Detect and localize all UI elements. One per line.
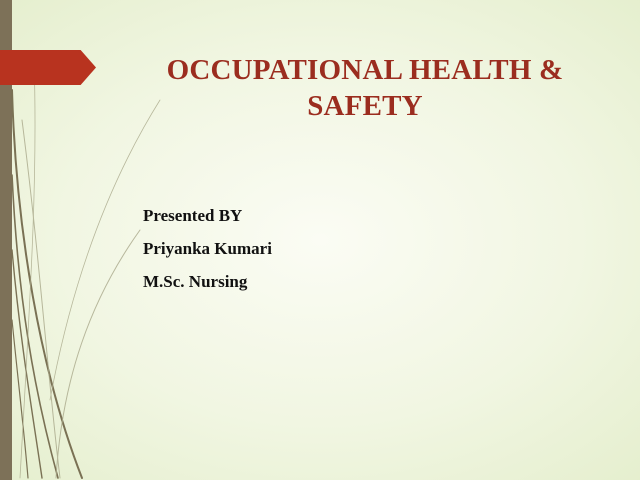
presented-by-label: Presented BY bbox=[143, 206, 243, 225]
slide-title-line-1: OCCUPATIONAL HEALTH & bbox=[166, 54, 564, 86]
presenter-degree: M.Sc. Nursing bbox=[143, 272, 248, 291]
title-arrow-accent bbox=[0, 50, 96, 85]
presenter-name: Priyanka Kumari bbox=[143, 239, 272, 258]
slide-title bbox=[130, 52, 600, 124]
slide-body bbox=[143, 206, 272, 305]
slide-title-line-2: SAFETY bbox=[307, 90, 423, 122]
